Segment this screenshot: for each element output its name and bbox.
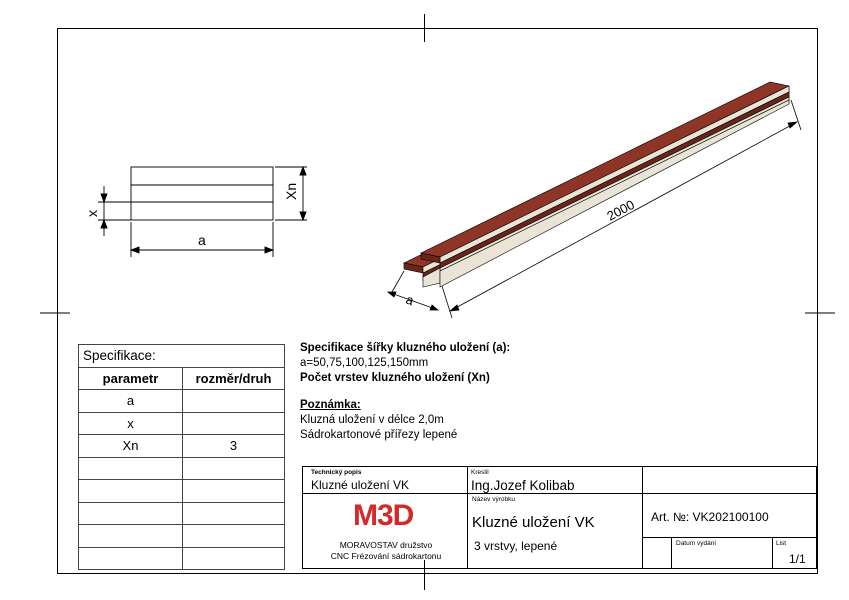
tb-tech-cell: [302, 466, 468, 494]
spec-cell: [79, 480, 183, 503]
company-logo: M3D: [353, 499, 414, 532]
dim-label-length: 2000: [604, 196, 637, 224]
spec-cell: [79, 502, 183, 525]
notes-width-values: a=50,75,100,125,150mm: [300, 357, 429, 369]
notes-remark-material: Sádrokartonové přířezy lepené: [300, 429, 458, 441]
spec-cell: [79, 525, 183, 548]
spec-cell: [183, 525, 285, 548]
tb-date-label: Datum vydání: [676, 540, 717, 547]
table-row: [79, 480, 285, 503]
tb-blank-cell: [642, 537, 672, 569]
table-row: [79, 435, 285, 458]
tb-product-label: Název výrobku: [472, 496, 515, 503]
table-row: [79, 547, 285, 570]
notes-block: [300, 341, 510, 443]
tb-date-cell: [671, 537, 773, 569]
tb-sheet-cell: [772, 537, 817, 569]
spec-cell: [183, 390, 285, 413]
tb-tech-label: Technický popis: [311, 469, 362, 476]
title-block: [302, 466, 817, 569]
tb-empty-cell: [642, 466, 817, 494]
tb-company-cell: [302, 493, 468, 569]
tb-sheet-label: List: [776, 540, 787, 547]
spec-header-parameter: parametr: [79, 367, 183, 390]
spec-cell: [183, 547, 285, 570]
tb-art-cell: [642, 493, 817, 538]
spec-cell: 3: [183, 435, 285, 458]
dim-label-xn: Xn: [283, 182, 299, 200]
spec-table-caption: Specifikace:: [79, 345, 285, 368]
tb-product-name: Kluzné uložení VK: [472, 514, 595, 531]
spec-cell: [183, 412, 285, 435]
tb-art-number: Art. №: VK202100100: [651, 510, 769, 524]
spec-cell: [79, 457, 183, 480]
notes-heading-layers: Počet vrstev kluzného uložení (Xn): [300, 372, 490, 384]
spec-cell: [183, 457, 285, 480]
spec-cell: Xn: [79, 435, 183, 458]
spec-cell: [183, 480, 285, 503]
dim-label-x: x: [84, 210, 100, 217]
spec-header-size: rozměr/druh: [183, 367, 285, 390]
tb-company-name: MORAVOSTAV družstvo: [339, 540, 433, 550]
tb-drawn-label: Kreslil: [471, 469, 489, 476]
notes-heading-width: Specifikace šířky kluzného uložení (a):: [300, 342, 511, 354]
tb-drawn-value: Ing.Jozef Kolibab: [471, 478, 575, 493]
notes-heading-remark: Poznámka:: [300, 399, 361, 411]
table-row: [79, 457, 285, 480]
tb-drawn-cell: [467, 466, 643, 494]
notes-remark-length: Kluzná uložení v délce 2,0m: [300, 414, 444, 426]
table-row: [79, 525, 285, 548]
tb-tech-value: Kluzné uložení VK: [311, 478, 410, 492]
table-row: [79, 502, 285, 525]
spec-table: [78, 344, 285, 570]
tb-company-desc: CNC Frézování sádrokartonu: [330, 551, 442, 561]
table-row: [79, 412, 285, 435]
table-row: [79, 390, 285, 413]
dim-label-a-iso: a: [403, 291, 416, 309]
spec-cell: [183, 502, 285, 525]
tb-product-sub: 3 vrstvy, lepené: [474, 539, 558, 553]
spec-cell: [79, 547, 183, 570]
spec-cell: a: [79, 390, 183, 413]
tb-product-cell: [467, 493, 643, 569]
dim-label-a-section: a: [198, 232, 206, 248]
spec-cell: x: [79, 412, 183, 435]
tb-sheet-value: 1/1: [789, 552, 806, 566]
